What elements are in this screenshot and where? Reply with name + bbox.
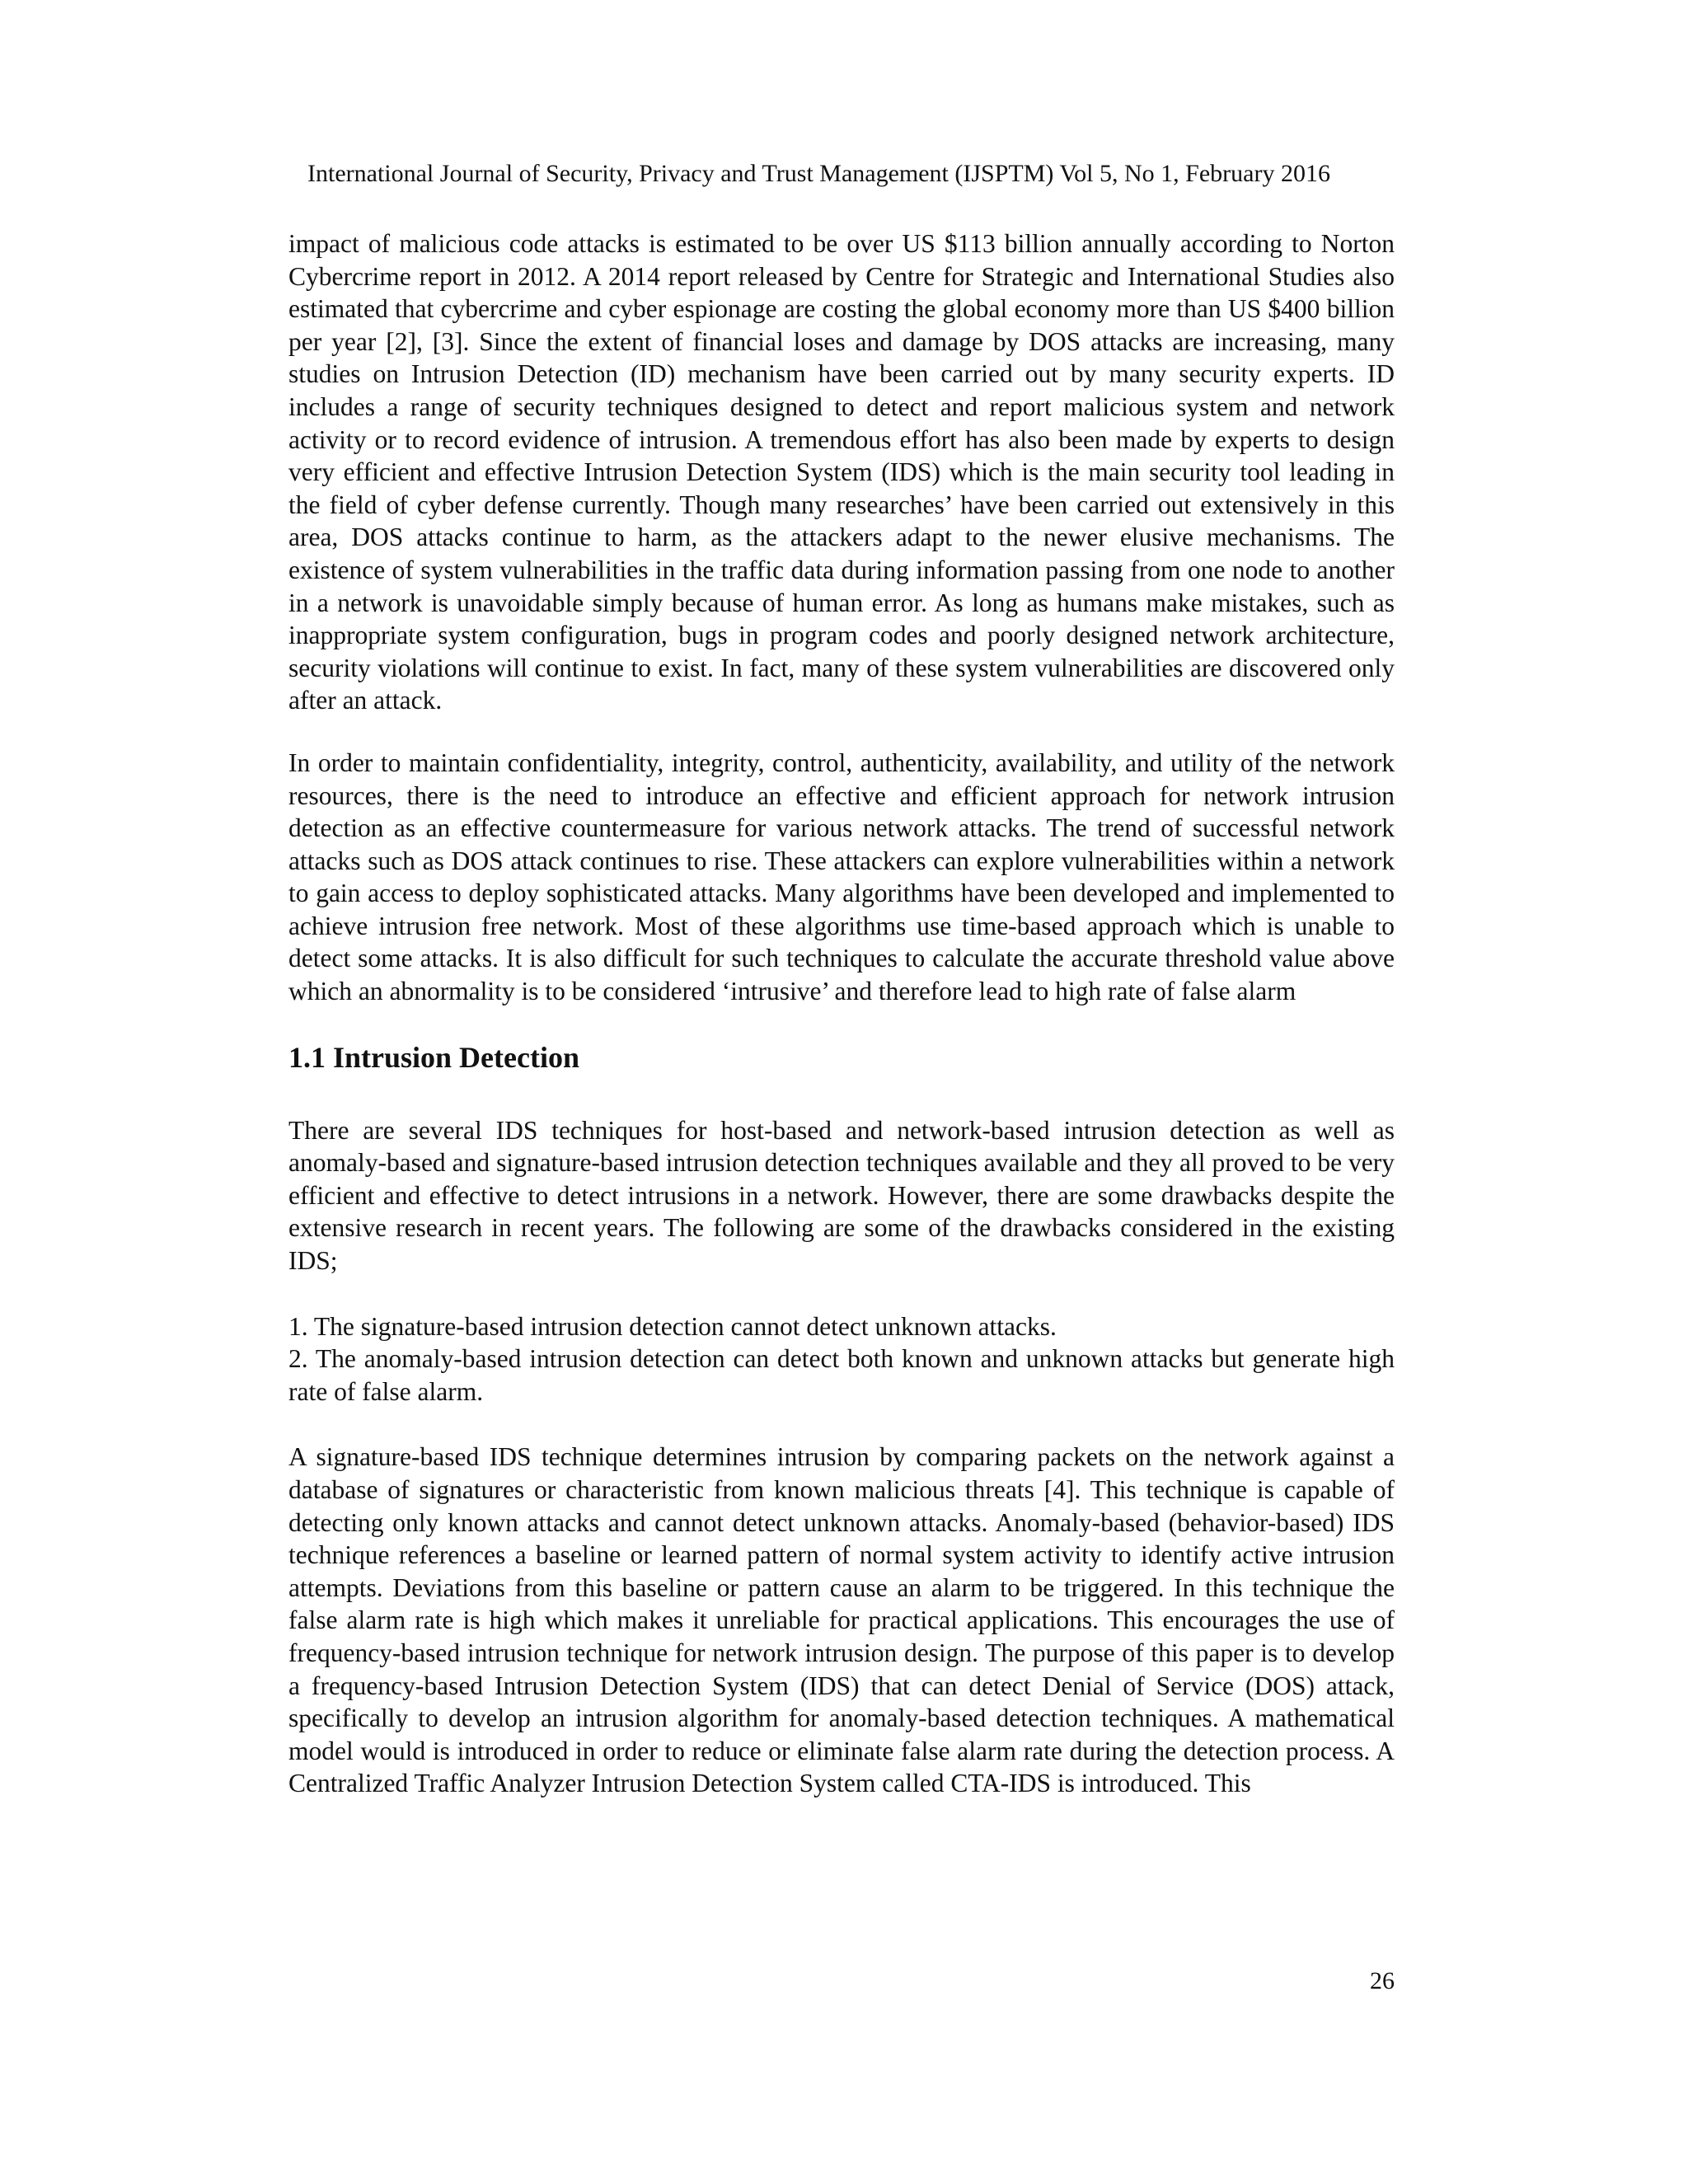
body-paragraph-1: impact of malicious code attacks is estimated to be over US $113 billion annually according to Norton Cybercrime report in 2012. A 2014 report released by Centre for Strategic and International Studies also estimated that cybercrime and cyber espionage are costing the global economy more than US $400 billion per year [2], [3]. Since the extent of financial loses and damage by DOS attacks are increasing, many studies on Intrusion Detection (ID) mechanism have been carried out by many security experts. ID includes a range of security techniques designed to detect and report malicious system and network activity or to record evidence of intrusion. A tremendous effort has also been made by experts to design very efficient and effective Intrusion Detection System (IDS) which is the main security tool leading in the field of cyber defense currently. Though many researches’ have been carried out extensively in this area, DOS attacks continue to harm, as the attackers adapt to the newer elusive mechanisms. The existence of system vulnerabilities in the traffic data during information passing from one node to another in a network is unavoidable simply because of human error. As long as humans make mistakes, such as inappropriate system configuration, bugs in program codes and poorly designed network architecture, security violations will continue to exist. In fact, many of these system vulnerabilities are discovered only after an attack. <box>288 229 1395 715</box>
page-body <box>288 227 1395 1800</box>
page-number: 26 <box>1370 1967 1395 1994</box>
list-item-1: 1. The signature-based intrusion detection cannot detect unknown attacks. <box>288 1311 1057 1341</box>
section-heading: 1.1 Intrusion Detection <box>288 1040 579 1074</box>
running-header: International Journal of Security, Privacy and Trust Management (IJSPTM) Vol 5, No 1, February 2016 <box>307 160 1330 187</box>
body-paragraph-3: There are several IDS techniques for host-based and network-based intrusion detection as well as anomaly-based and signature-based intrusion detection techniques available and they all proved to be very efficient and effective to detect intrusions in a network. However, there are some drawbacks despite the extensive research in recent years. The following are some of the drawbacks considered in the existing IDS; <box>288 1115 1395 1276</box>
body-paragraph-4: A signature-based IDS technique determines intrusion by comparing packets on the network against a database of signatures or characteristic from known malicious threats [4]. This technique is capable of detecting only known attacks and cannot detect unknown attacks. Anomaly-based (behavior-based) IDS technique references a baseline or learned pattern of normal system activity to identify active intrusion attempts. Deviations from this baseline or pattern cause an alarm to be triggered. In this technique the false alarm rate is high which makes it unreliable for practical applications. This encourages the use of frequency-based intrusion technique for network intrusion design. The purpose of this paper is to develop a frequency-based Intrusion Detection System (IDS) that can detect Denial of Service (DOS) attack, specifically to develop an intrusion algorithm for anomaly-based detection techniques. A mathematical model would is introduced in order to reduce or eliminate false alarm rate during the detection process. A Centralized Traffic Analyzer Intrusion Detection System called CTA-IDS is introduced. This <box>288 1442 1395 1798</box>
body-paragraph-2: In order to maintain confidentiality, integrity, control, authenticity, availability, and utility of the network resources, there is the need to introduce an effective and efficient approach for network intrusion detection as an effective countermeasure for various network attacks. The trend of successful network attacks such as DOS attack continues to rise. These attackers can explore vulnerabilities within a network to gain access to deploy sophisticated attacks. Many algorithms have been developed and implemented to achieve intrusion free network. Most of these algorithms use time-based approach which is unable to detect some attacks. It is also difficult for such techniques to calculate the accurate threshold value above which an abnormality is to be considered ‘intrusive’ and therefore lead to high rate of false alarm <box>288 748 1395 1006</box>
list-item-2: 2. The anomaly-based intrusion detection can detect both known and unknown attacks but generate high rate of false alarm. <box>288 1344 1395 1406</box>
